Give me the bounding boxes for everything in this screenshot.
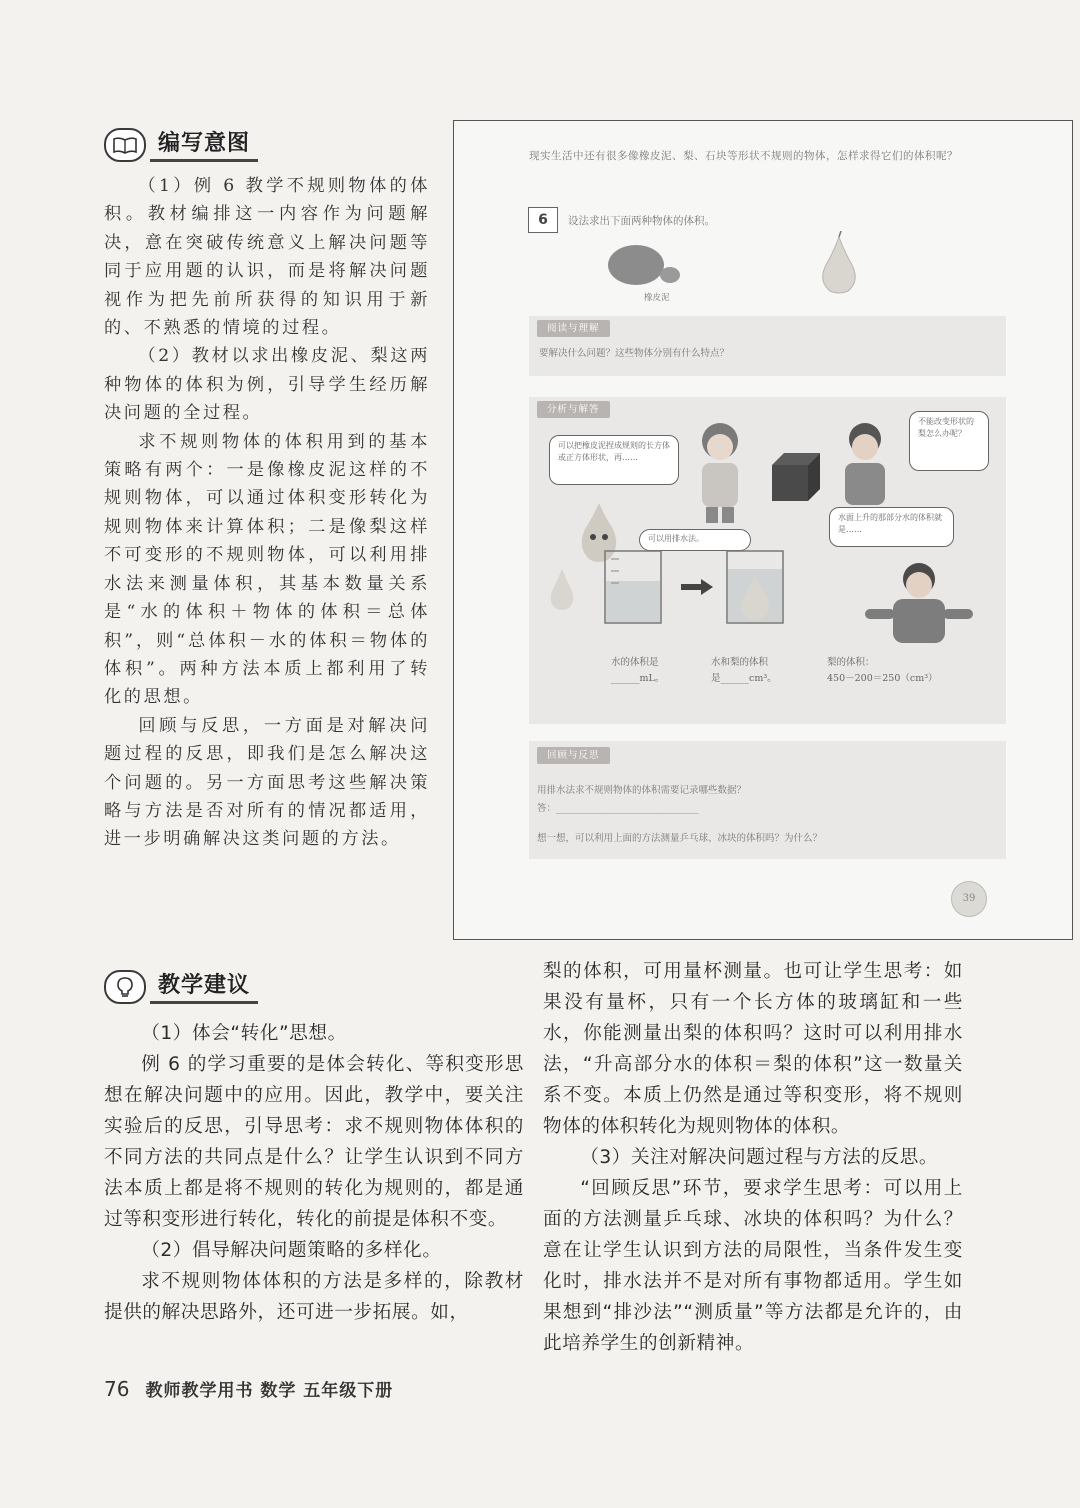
step-text: 要解决什么问题？这些物体分别有什么特点？ <box>539 348 730 359</box>
beaker-water-illustration <box>599 547 667 627</box>
review-question: 用排水法求不规则物体的体积需要记录哪些数据？ <box>537 785 747 796</box>
clay-illustration <box>604 239 684 289</box>
caption-water-volume-2: ______mL。 <box>611 673 665 684</box>
paragraph: 例 6 的学习重要的是体会转化、等积变形思想在解决问题中的应用。因此，教学中，要关注实验后的反思，引导思考：求不规则物体体积的不同方法的共同点是什么？让学生认识到不同方法本质上都是将不规则的转化为规则的，都是通过等积变形进行转化，转化的前提是体积不变。 <box>104 1054 524 1230</box>
step-tag: 回顾与反思 <box>537 747 610 764</box>
beaker-pear-illustration <box>721 547 789 627</box>
speech-bubble-girl: 可以把橡皮泥捏成规则的长方体或正方体形状，再…… <box>549 435 679 485</box>
pear-small-illustration <box>547 565 577 611</box>
paragraph: （1）例 6 教学不规则物体的体积。教材编排这一内容作为问题解决，意在突破传统意义上解决问题等同于应用题的认识，而是将解决问题视作为把先前所获得的知识用于新的、不熟悉的情境的过程。 <box>104 176 430 339</box>
subheading: （1）体会“转化”思想。 <box>141 1023 347 1044</box>
intent-text <box>104 172 430 854</box>
step-tag: 分析与解答 <box>537 401 610 418</box>
suggestions-right-column <box>543 956 963 1359</box>
paragraph: “回顾反思”环节，要求学生思考：可以用上面的方法测量乒乓球、冰块的体积吗？为什么？意在让学生认识到方法的局限性，当条件发生变化时，排水法并不是对所有事物都适用。学生如果想到“排沙法”“测质量”等方法都是允许的，由此培养学生的创新精神。 <box>543 1178 963 1354</box>
example-header <box>528 207 715 233</box>
suggestions-left-column <box>104 1018 524 1328</box>
textbook-intro: 现实生活中还有很多像橡皮泥、梨、石块等形状不规则的物体，怎样求得它们的体积呢？ <box>529 150 958 162</box>
subheading: （2）倡导解决问题策略的多样化。 <box>141 1240 442 1261</box>
analyze-solve-box <box>529 397 1006 724</box>
review-think: 想一想，可以利用上面的方法测量乒乓球、冰块的体积吗？为什么？ <box>537 833 823 844</box>
review-reflect-box <box>529 741 1006 859</box>
caption-pear-volume-2: 450－200＝250（cm³） <box>827 673 938 684</box>
boy2-illustration <box>859 557 979 647</box>
review-answer: 答：______________________________ <box>537 803 699 814</box>
example-text: 设法求出下面两种物体的体积。 <box>568 214 715 227</box>
read-understand-box <box>529 316 1006 376</box>
pear-illustration <box>814 231 864 295</box>
paragraph: 求不规则物体的体积用到的基本策略有两个：一是像橡皮泥这样的不规则物体，可以通过体积变形转化为规则物体来计算体积；二是像梨这样不可变形的不规则物体，可以利用排水法来测量体积，其基本数量关系是“水的体积＋物体的体积＝总体积”，则“总体积－水的体积＝物体的体积”。两种方法本质上都利用了转化的思想。 <box>104 431 430 708</box>
section-header-intent <box>104 128 258 162</box>
textbook-page-inset <box>453 120 1073 940</box>
girl-illustration <box>684 417 756 527</box>
section-title: 编写意图 <box>150 129 258 162</box>
paragraph: 回顾与反思，一方面是对解决问题过程的反思，即我们是怎么解决这个问题的。另一方面思考这些解决策略与方法是否对所有的情况都适用，进一步明确解决这类问题的方法。 <box>104 715 430 850</box>
boy-illustration <box>829 417 901 517</box>
speech-bubble-pear: 可以用排水法。 <box>639 529 751 551</box>
step-tag: 阅读与理解 <box>537 320 610 337</box>
caption-total-volume-2: 是______cm³。 <box>711 673 777 684</box>
section-title: 教学建议 <box>150 971 258 1004</box>
caption-total-volume-1: 水和梨的体积 <box>711 657 769 668</box>
caption-pear-volume-1: 梨的体积： <box>827 657 875 668</box>
arrow-right-icon <box>677 577 717 597</box>
clay-label: 橡皮泥 <box>644 293 670 303</box>
book-title: 教师教学用书 数学 五年级下册 <box>145 1381 394 1401</box>
book-icon <box>104 128 146 162</box>
speech-bubble-boy: 不能改变形状的梨怎么办呢？ <box>909 411 989 471</box>
subheading: （3）关注对解决问题过程与方法的反思。 <box>580 1147 939 1168</box>
speech-bubble-boy2: 水面上升的那部分水的体积就是…… <box>829 507 954 547</box>
page-number: 76 <box>104 1377 130 1401</box>
section-header-suggestions <box>104 970 258 1004</box>
caption-water-volume-1: 水的体积是 <box>611 657 659 668</box>
lightbulb-icon <box>104 970 146 1004</box>
example-number: 6 <box>528 207 558 233</box>
paragraph: 求不规则物体体积的方法是多样的，除教材提供的解决思路外，还可进一步拓展。如， <box>104 1271 524 1323</box>
paragraph: （2）教材以求出橡皮泥、梨这两种物体的体积为例，引导学生经历解决问题的全过程。 <box>104 346 430 424</box>
textbook-page-number: 39 <box>951 881 987 917</box>
paragraph: 梨的体积，可用量杯测量。也可让学生思考：如果没有量杯，只有一个长方体的玻璃缸和一些水，你能测量出梨的体积吗？这时可以利用排水法，“升高部分水的体积＝梨的体积”这一数量关系不变。本质上仍然是通过等积变形，将不规则物体的体积转化为规则物体的体积。 <box>543 961 963 1137</box>
page-footer <box>104 1376 393 1401</box>
cube-illustration <box>764 449 826 505</box>
